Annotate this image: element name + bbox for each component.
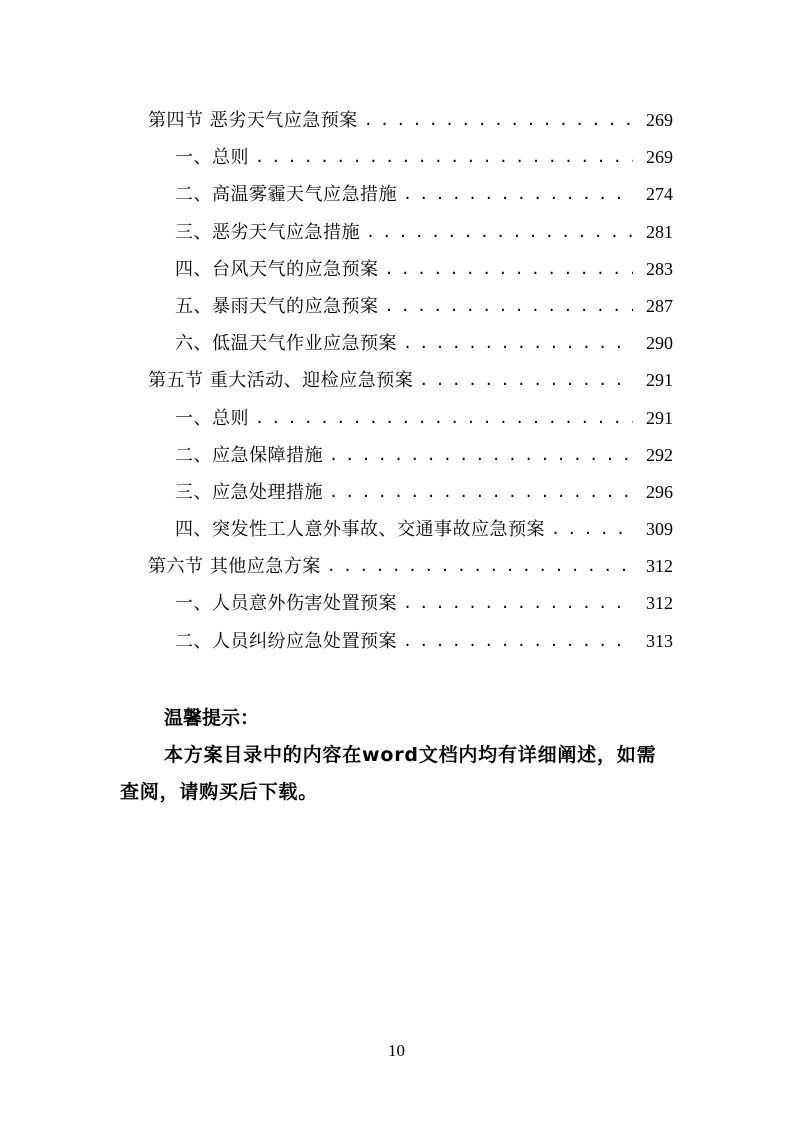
toc-entry[interactable] — [0, 474, 793, 511]
toc-entry-title: 二、人员纠纷应急处置预案 — [175, 630, 397, 652]
toc-entry-page: 283 — [646, 258, 673, 279]
toc-dot-leader — [385, 251, 634, 288]
toc-entry-title: 一、总则 — [175, 407, 249, 429]
toc-entry-title: 二、应急保障措施 — [175, 444, 323, 466]
toc-entry[interactable] — [0, 251, 793, 288]
toc-dot-leader — [403, 585, 633, 622]
toc-dot-leader — [327, 548, 633, 585]
toc-dot-leader — [403, 176, 633, 213]
toc-entry[interactable] — [0, 139, 793, 176]
toc-entry-page: 312 — [646, 593, 673, 614]
toc-entry[interactable] — [0, 176, 793, 213]
toc-entry-page: 312 — [646, 556, 673, 577]
toc-entry-page: 292 — [646, 444, 673, 465]
table-of-contents — [0, 102, 793, 660]
reminder-body: 本方案目录中的内容在word文档内均有详细阐述，如需查阅，请购买后下载。 — [120, 744, 657, 803]
toc-entry[interactable] — [0, 214, 793, 251]
toc-entry-page: 269 — [646, 147, 673, 168]
toc-dot-leader — [255, 400, 633, 437]
toc-entry[interactable] — [0, 585, 793, 622]
toc-entry-title: 五、暴雨天气的应急预案 — [175, 295, 379, 317]
toc-entry-page: 274 — [646, 184, 673, 205]
reminder-heading: 温馨提示： — [164, 707, 260, 729]
toc-entry-title: 三、恶劣天气应急措施 — [175, 221, 360, 243]
toc-entry[interactable] — [0, 437, 793, 474]
toc-entry-page: 287 — [646, 295, 673, 316]
toc-dot-leader — [329, 437, 633, 474]
toc-entry-page: 291 — [646, 407, 673, 428]
toc-entry[interactable] — [0, 623, 793, 660]
toc-entry[interactable] — [0, 400, 793, 437]
toc-entry-title: 六、低温天气作业应急预案 — [175, 333, 397, 355]
toc-entry-page: 290 — [646, 333, 673, 354]
toc-entry[interactable] — [0, 511, 793, 548]
toc-dot-leader — [255, 139, 633, 176]
toc-dot-leader — [364, 102, 633, 139]
toc-entry[interactable] — [0, 288, 793, 325]
toc-entry-title: 三、应急处理措施 — [175, 481, 323, 503]
toc-entry-title: 一、人员意外伤害处置预案 — [175, 593, 397, 615]
toc-dot-leader — [385, 288, 634, 325]
toc-entry-title: 第六节 其他应急方案 — [148, 556, 321, 578]
toc-dot-leader — [366, 214, 633, 251]
toc-entry-title: 一、总则 — [175, 147, 249, 169]
toc-entry-page: 296 — [646, 481, 673, 502]
toc-entry-page: 281 — [646, 221, 673, 242]
toc-entry-page: 313 — [646, 630, 673, 651]
toc-entry-page: 291 — [646, 370, 673, 391]
toc-entry-title: 四、突发性工人意外事故、交通事故应急预案 — [175, 519, 545, 541]
toc-dot-leader — [403, 623, 633, 660]
toc-entry-title: 第五节 重大活动、迎检应急预案 — [148, 370, 414, 392]
toc-entry[interactable] — [0, 325, 793, 362]
toc-entry[interactable] — [0, 362, 793, 399]
toc-dot-leader — [403, 325, 633, 362]
reminder-note — [120, 700, 675, 811]
page-number: 10 — [388, 1041, 405, 1060]
toc-entry-title: 四、台风天气的应急预案 — [175, 258, 379, 280]
toc-dot-leader — [329, 474, 633, 511]
toc-entry-title: 二、高温雾霾天气应急措施 — [175, 184, 397, 206]
toc-entry-page: 309 — [646, 519, 673, 540]
toc-entry-page: 269 — [646, 110, 673, 130]
toc-entry-title: 第四节 恶劣天气应急预案 — [148, 110, 358, 131]
toc-entry[interactable] — [0, 102, 793, 139]
toc-dot-leader — [551, 511, 633, 548]
toc-entry[interactable] — [0, 548, 793, 585]
toc-dot-leader — [419, 362, 633, 399]
